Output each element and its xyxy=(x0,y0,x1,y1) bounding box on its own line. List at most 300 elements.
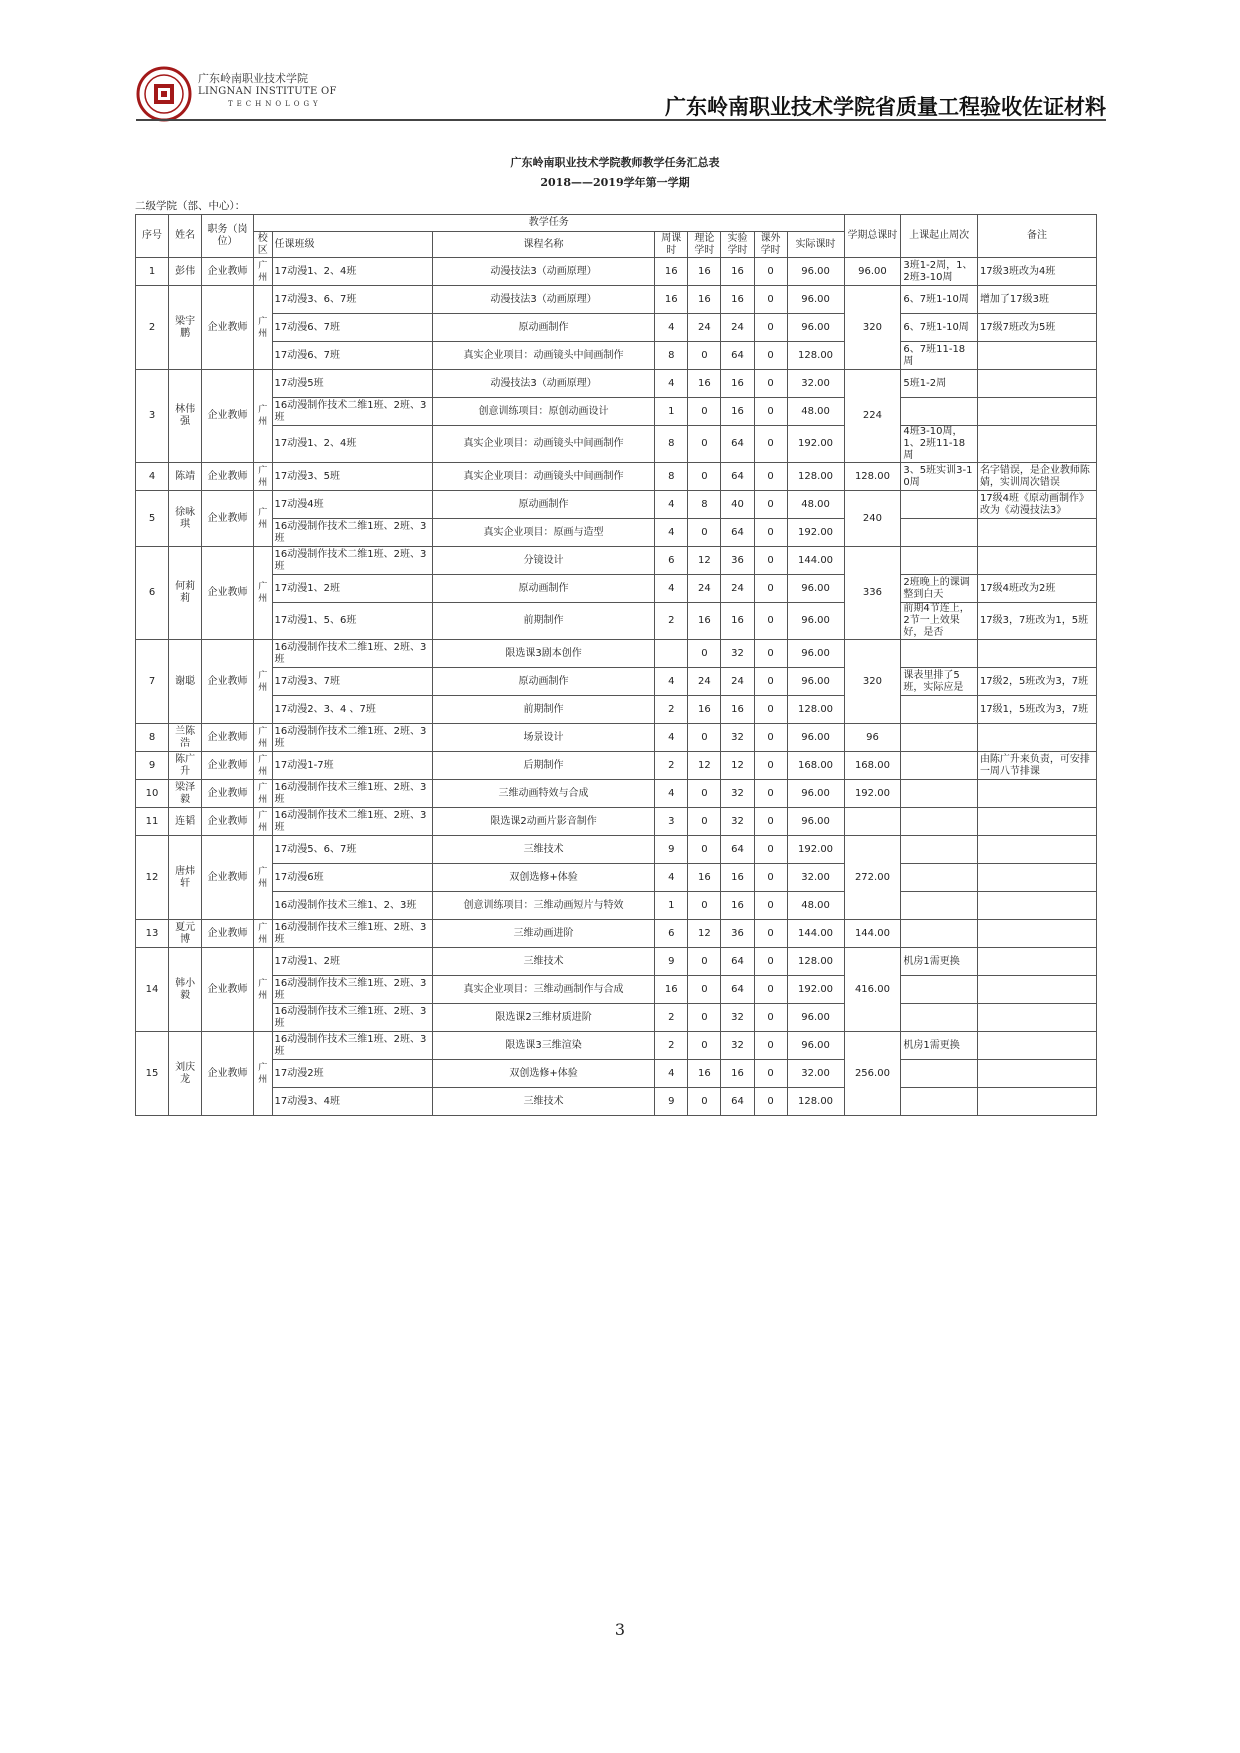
cell-note xyxy=(977,920,1096,948)
cell-lab-hours: 32 xyxy=(721,1004,754,1032)
cell-theory-hours: 0 xyxy=(688,808,721,836)
cell-actual-hours: 144.00 xyxy=(787,920,844,948)
cell-note xyxy=(977,342,1096,370)
cell-total: 96 xyxy=(844,724,901,752)
cell-actual-hours: 32.00 xyxy=(787,864,844,892)
cell-extra-hours: 0 xyxy=(754,342,787,370)
cell-weeks xyxy=(901,836,978,864)
cell-week-hours: 6 xyxy=(655,547,688,575)
cell-extra-hours: 0 xyxy=(754,603,787,640)
cell-week-hours: 2 xyxy=(655,1032,688,1060)
cell-extra-hours: 0 xyxy=(754,370,787,398)
cell-weeks xyxy=(901,808,978,836)
table-row xyxy=(136,780,1097,808)
cell-note xyxy=(977,836,1096,864)
cell-theory-hours: 16 xyxy=(688,696,721,724)
cell-note: 17级3，7班改为1，5班 xyxy=(977,603,1096,640)
cell-post: 企业教师 xyxy=(202,948,254,1032)
cell-course: 原动画制作 xyxy=(432,314,654,342)
cell-extra-hours: 0 xyxy=(754,836,787,864)
cell-total: 224 xyxy=(844,370,901,463)
cell-week-hours: 8 xyxy=(655,342,688,370)
cell-no: 4 xyxy=(136,463,169,491)
cell-weeks xyxy=(901,864,978,892)
cell-weeks xyxy=(901,640,978,668)
cell-lab-hours: 16 xyxy=(721,1060,754,1088)
cell-week-hours: 2 xyxy=(655,696,688,724)
cell-weeks: 机房1需更换 xyxy=(901,948,978,976)
cell-theory-hours: 0 xyxy=(688,1004,721,1032)
table-row xyxy=(136,342,1097,370)
cell-course: 限选课3剧本创作 xyxy=(432,640,654,668)
cell-note: 由陈广升来负责，可安排一周八节排课 xyxy=(977,752,1096,780)
cell-week-hours: 4 xyxy=(655,1060,688,1088)
cell-weeks: 4班3-10周，1、2班11-18周 xyxy=(901,426,978,463)
cell-actual-hours: 168.00 xyxy=(787,752,844,780)
cell-course: 创意训练项目：三维动画短片与特效 xyxy=(432,892,654,920)
cell-week-hours: 4 xyxy=(655,864,688,892)
table-row xyxy=(136,519,1097,547)
cell-weeks xyxy=(901,398,978,426)
cell-campus: 广州 xyxy=(253,491,272,547)
cell-theory-hours: 24 xyxy=(688,314,721,342)
cell-weeks: 5班1-2周 xyxy=(901,370,978,398)
cell-actual-hours: 96.00 xyxy=(787,640,844,668)
cell-theory-hours: 0 xyxy=(688,724,721,752)
cell-week-hours: 9 xyxy=(655,836,688,864)
cell-course: 三维技术 xyxy=(432,836,654,864)
cell-note: 17级3班改为4班 xyxy=(977,258,1096,286)
cell-weeks xyxy=(901,920,978,948)
cell-campus: 广州 xyxy=(253,258,272,286)
cell-weeks: 2班晚上的课调整到白天 xyxy=(901,575,978,603)
cell-week-hours: 4 xyxy=(655,314,688,342)
cell-week-hours: 16 xyxy=(655,976,688,1004)
cell-campus: 广州 xyxy=(253,836,272,920)
cell-weeks xyxy=(901,724,978,752)
cell-actual-hours: 96.00 xyxy=(787,314,844,342)
cell-campus: 广州 xyxy=(253,547,272,640)
cell-note: 17级4班改为2班 xyxy=(977,575,1096,603)
cell-actual-hours: 32.00 xyxy=(787,370,844,398)
cell-no: 10 xyxy=(136,780,169,808)
cell-note xyxy=(977,426,1096,463)
cell-name: 梁泽毅 xyxy=(169,780,202,808)
cell-course: 三维技术 xyxy=(432,948,654,976)
cell-week-hours: 2 xyxy=(655,1004,688,1032)
table-row xyxy=(136,920,1097,948)
cell-theory-hours: 16 xyxy=(688,258,721,286)
cell-post: 企业教师 xyxy=(202,1032,254,1116)
cell-theory-hours: 0 xyxy=(688,948,721,976)
cell-theory-hours: 0 xyxy=(688,463,721,491)
cell-week-hours: 4 xyxy=(655,780,688,808)
cell-class: 17动漫1、2、4班 xyxy=(272,258,432,286)
cell-post: 企业教师 xyxy=(202,491,254,547)
cell-note xyxy=(977,780,1096,808)
cell-name: 兰陈浩 xyxy=(169,724,202,752)
cell-lab-hours: 24 xyxy=(721,668,754,696)
dept-label: 二级学院（部、中心）： xyxy=(135,200,246,212)
cell-campus: 广州 xyxy=(253,640,272,724)
cell-no: 8 xyxy=(136,724,169,752)
document-body xyxy=(135,150,1095,1116)
cell-course: 真实企业项目：动画镜头中间画制作 xyxy=(432,342,654,370)
cell-actual-hours: 96.00 xyxy=(787,603,844,640)
cell-week-hours: 4 xyxy=(655,575,688,603)
cell-course: 动漫技法3（动画原理） xyxy=(432,286,654,314)
cell-lab-hours: 64 xyxy=(721,519,754,547)
cell-extra-hours: 0 xyxy=(754,808,787,836)
table-row xyxy=(136,1088,1097,1116)
cell-no: 1 xyxy=(136,258,169,286)
cell-theory-hours: 0 xyxy=(688,780,721,808)
cell-lab-hours: 64 xyxy=(721,426,754,463)
cell-class: 17动漫1、2、4班 xyxy=(272,426,432,463)
cell-name: 徐咏琪 xyxy=(169,491,202,547)
cell-week-hours: 8 xyxy=(655,426,688,463)
cell-class: 16动漫制作技术二维1班、2班、3班 xyxy=(272,724,432,752)
cell-course: 三维动画特效与合成 xyxy=(432,780,654,808)
cell-note xyxy=(977,1088,1096,1116)
cell-campus: 广州 xyxy=(253,724,272,752)
school-name-en: LINGNAN INSTITUTE OF xyxy=(198,86,337,97)
table-row xyxy=(136,836,1097,864)
cell-class: 17动漫1、2班 xyxy=(272,948,432,976)
cell-lab-hours: 16 xyxy=(721,398,754,426)
cell-actual-hours: 128.00 xyxy=(787,1088,844,1116)
header-class: 任课班级 xyxy=(272,232,432,258)
cell-actual-hours: 144.00 xyxy=(787,547,844,575)
cell-actual-hours: 96.00 xyxy=(787,1004,844,1032)
doc-subtitle: 2018——2019学年第一学期 xyxy=(540,176,690,189)
cell-note xyxy=(977,976,1096,1004)
table-row xyxy=(136,696,1097,724)
cell-extra-hours: 0 xyxy=(754,1004,787,1032)
cell-theory-hours: 0 xyxy=(688,426,721,463)
cell-extra-hours: 0 xyxy=(754,696,787,724)
cell-lab-hours: 64 xyxy=(721,836,754,864)
table-row xyxy=(136,398,1097,426)
cell-lab-hours: 64 xyxy=(721,1088,754,1116)
cell-weeks: 机房1需更换 xyxy=(901,1032,978,1060)
page-header xyxy=(136,56,1106,122)
cell-extra-hours: 0 xyxy=(754,258,787,286)
header-extra-hours: 课外学时 xyxy=(754,232,787,258)
cell-extra-hours: 0 xyxy=(754,1032,787,1060)
cell-actual-hours: 96.00 xyxy=(787,1032,844,1060)
cell-class: 17动漫3、6、7班 xyxy=(272,286,432,314)
cell-total: 128.00 xyxy=(844,463,901,491)
cell-post: 企业教师 xyxy=(202,370,254,463)
cell-note xyxy=(977,519,1096,547)
cell-no: 12 xyxy=(136,836,169,920)
cell-name: 何莉莉 xyxy=(169,547,202,640)
cell-class: 17动漫6班 xyxy=(272,864,432,892)
cell-class: 17动漫4班 xyxy=(272,491,432,519)
school-name-en2: TECHNOLOGY xyxy=(228,100,322,108)
cell-extra-hours: 0 xyxy=(754,1088,787,1116)
cell-week-hours xyxy=(655,640,688,668)
cell-total: 320 xyxy=(844,640,901,724)
cell-post: 企业教师 xyxy=(202,752,254,780)
cell-theory-hours: 0 xyxy=(688,398,721,426)
cell-campus: 广州 xyxy=(253,1032,272,1116)
header-actual-hours: 实际课时 xyxy=(787,232,844,258)
logo-text xyxy=(198,72,337,111)
cell-note: 17级1，5班改为3，7班 xyxy=(977,696,1096,724)
cell-weeks xyxy=(901,1060,978,1088)
cell-theory-hours: 12 xyxy=(688,547,721,575)
cell-weeks xyxy=(901,752,978,780)
header-task: 教学任务 xyxy=(253,215,844,232)
cell-lab-hours: 12 xyxy=(721,752,754,780)
table-row xyxy=(136,575,1097,603)
header-week-hours: 周课时 xyxy=(655,232,688,258)
cell-note xyxy=(977,1004,1096,1032)
school-logo-icon xyxy=(136,66,192,122)
cell-lab-hours: 32 xyxy=(721,640,754,668)
cell-actual-hours: 128.00 xyxy=(787,696,844,724)
table-body xyxy=(136,258,1097,1116)
table-row xyxy=(136,976,1097,1004)
cell-total: 320 xyxy=(844,286,901,370)
cell-theory-hours: 16 xyxy=(688,864,721,892)
cell-actual-hours: 96.00 xyxy=(787,286,844,314)
cell-week-hours: 4 xyxy=(655,519,688,547)
cell-extra-hours: 0 xyxy=(754,892,787,920)
cell-theory-hours: 12 xyxy=(688,752,721,780)
table-row xyxy=(136,370,1097,398)
cell-weeks xyxy=(901,780,978,808)
cell-course: 后期制作 xyxy=(432,752,654,780)
cell-class: 16动漫制作技术二维1班、2班、3班 xyxy=(272,519,432,547)
cell-lab-hours: 64 xyxy=(721,463,754,491)
cell-actual-hours: 128.00 xyxy=(787,948,844,976)
cell-post: 企业教师 xyxy=(202,463,254,491)
cell-class: 16动漫制作技术三维1班、2班、3班 xyxy=(272,976,432,1004)
cell-post: 企业教师 xyxy=(202,920,254,948)
cell-note xyxy=(977,864,1096,892)
cell-course: 动漫技法3（动画原理） xyxy=(432,370,654,398)
cell-theory-hours: 24 xyxy=(688,575,721,603)
cell-note xyxy=(977,948,1096,976)
cell-total: 240 xyxy=(844,491,901,547)
cell-theory-hours: 12 xyxy=(688,920,721,948)
cell-note xyxy=(977,892,1096,920)
page-number: 3 xyxy=(614,1620,626,1639)
cell-name: 唐炜轩 xyxy=(169,836,202,920)
cell-no: 6 xyxy=(136,547,169,640)
cell-note: 增加了17级3班 xyxy=(977,286,1096,314)
cell-weeks: 课表里排了5班，实际应是 xyxy=(901,668,978,696)
cell-no: 3 xyxy=(136,370,169,463)
cell-no: 13 xyxy=(136,920,169,948)
table-row xyxy=(136,752,1097,780)
cell-theory-hours: 8 xyxy=(688,491,721,519)
cell-actual-hours: 96.00 xyxy=(787,258,844,286)
header-campus: 校区 xyxy=(253,232,272,258)
cell-extra-hours: 0 xyxy=(754,314,787,342)
table-row xyxy=(136,258,1097,286)
cell-lab-hours: 36 xyxy=(721,547,754,575)
cell-class: 17动漫2班 xyxy=(272,1060,432,1088)
cell-extra-hours: 0 xyxy=(754,398,787,426)
cell-campus: 广州 xyxy=(253,808,272,836)
header-lab-hours: 实验学时 xyxy=(721,232,754,258)
cell-lab-hours: 16 xyxy=(721,286,754,314)
cell-course: 分镜设计 xyxy=(432,547,654,575)
cell-actual-hours: 32.00 xyxy=(787,1060,844,1088)
cell-total: 416.00 xyxy=(844,948,901,1032)
cell-actual-hours: 48.00 xyxy=(787,398,844,426)
cell-no: 15 xyxy=(136,1032,169,1116)
cell-course: 创意训练项目：原创动画设计 xyxy=(432,398,654,426)
cell-class: 16动漫制作技术二维1班、2班、3班 xyxy=(272,808,432,836)
cell-name: 韩小毅 xyxy=(169,948,202,1032)
cell-note xyxy=(977,1032,1096,1060)
cell-week-hours: 2 xyxy=(655,603,688,640)
cell-theory-hours: 0 xyxy=(688,836,721,864)
cell-course: 真实企业项目：原画与造型 xyxy=(432,519,654,547)
cell-total: 144.00 xyxy=(844,920,901,948)
cell-name: 林伟强 xyxy=(169,370,202,463)
cell-extra-hours: 0 xyxy=(754,948,787,976)
cell-name: 刘庆龙 xyxy=(169,1032,202,1116)
cell-no: 7 xyxy=(136,640,169,724)
table-row xyxy=(136,603,1097,640)
cell-name: 谢聪 xyxy=(169,640,202,724)
cell-week-hours: 1 xyxy=(655,892,688,920)
table-row xyxy=(136,892,1097,920)
cell-extra-hours: 0 xyxy=(754,463,787,491)
cell-no: 9 xyxy=(136,752,169,780)
cell-weeks: 6、7班1-10周 xyxy=(901,286,978,314)
cell-week-hours: 9 xyxy=(655,1088,688,1116)
cell-class: 16动漫制作技术三维1班、2班、3班 xyxy=(272,1004,432,1032)
cell-course: 真实企业项目：三维动画制作与合成 xyxy=(432,976,654,1004)
cell-campus: 广州 xyxy=(253,948,272,1032)
cell-theory-hours: 0 xyxy=(688,892,721,920)
cell-course: 原动画制作 xyxy=(432,575,654,603)
cell-week-hours: 2 xyxy=(655,752,688,780)
cell-no: 14 xyxy=(136,948,169,1032)
cell-weeks xyxy=(901,491,978,519)
cell-note xyxy=(977,547,1096,575)
cell-extra-hours: 0 xyxy=(754,491,787,519)
cell-campus: 广州 xyxy=(253,920,272,948)
cell-extra-hours: 0 xyxy=(754,976,787,1004)
header-post: 职务（岗位） xyxy=(202,215,254,258)
cell-note xyxy=(977,640,1096,668)
cell-no: 2 xyxy=(136,286,169,370)
cell-post: 企业教师 xyxy=(202,724,254,752)
cell-actual-hours: 96.00 xyxy=(787,575,844,603)
header-course: 课程名称 xyxy=(432,232,654,258)
cell-course: 限选课2动画片影音制作 xyxy=(432,808,654,836)
cell-course: 双创选修+体验 xyxy=(432,864,654,892)
cell-weeks xyxy=(901,976,978,1004)
cell-weeks: 前期4节连上，2节一上效果好，是否 xyxy=(901,603,978,640)
cell-lab-hours: 24 xyxy=(721,314,754,342)
cell-total: 336 xyxy=(844,547,901,640)
cell-note xyxy=(977,808,1096,836)
cell-class: 17动漫6、7班 xyxy=(272,342,432,370)
cell-weeks xyxy=(901,1004,978,1032)
cell-extra-hours: 0 xyxy=(754,920,787,948)
cell-weeks: 3、5班实训3-10周 xyxy=(901,463,978,491)
cell-actual-hours: 96.00 xyxy=(787,668,844,696)
cell-post: 企业教师 xyxy=(202,547,254,640)
cell-class: 16动漫制作技术三维1班、2班、3班 xyxy=(272,920,432,948)
cell-course: 三维技术 xyxy=(432,1088,654,1116)
table-row xyxy=(136,547,1097,575)
cell-class: 16动漫制作技术二维1班、2班、3班 xyxy=(272,547,432,575)
cell-week-hours: 1 xyxy=(655,398,688,426)
cell-week-hours: 4 xyxy=(655,491,688,519)
cell-theory-hours: 16 xyxy=(688,1060,721,1088)
cell-actual-hours: 128.00 xyxy=(787,463,844,491)
cell-course: 双创选修+体验 xyxy=(432,1060,654,1088)
cell-note: 17级4班《原动画制作》改为《动漫技法3》 xyxy=(977,491,1096,519)
school-name-cn: 广东岭南职业技术学院 xyxy=(198,72,308,85)
table-row xyxy=(136,286,1097,314)
table-row xyxy=(136,491,1097,519)
cell-class: 17动漫5班 xyxy=(272,370,432,398)
cell-course: 前期制作 xyxy=(432,696,654,724)
cell-lab-hours: 64 xyxy=(721,342,754,370)
table-row xyxy=(136,314,1097,342)
table-row xyxy=(136,426,1097,463)
cell-weeks xyxy=(901,1088,978,1116)
table-row xyxy=(136,668,1097,696)
cell-lab-hours: 40 xyxy=(721,491,754,519)
table-row xyxy=(136,463,1097,491)
cell-actual-hours: 96.00 xyxy=(787,808,844,836)
cell-course: 三维动画进阶 xyxy=(432,920,654,948)
cell-extra-hours: 0 xyxy=(754,1060,787,1088)
cell-campus: 广州 xyxy=(253,286,272,370)
cell-course: 真实企业项目：动画镜头中间画制作 xyxy=(432,463,654,491)
cell-actual-hours: 96.00 xyxy=(787,724,844,752)
cell-course: 真实企业项目：动画镜头中间画制作 xyxy=(432,426,654,463)
cell-actual-hours: 48.00 xyxy=(787,892,844,920)
cell-class: 17动漫3、5班 xyxy=(272,463,432,491)
cell-class: 17动漫1、2班 xyxy=(272,575,432,603)
cell-total: 96.00 xyxy=(844,258,901,286)
cell-name: 彭伟 xyxy=(169,258,202,286)
cell-weeks: 6、7班1-10周 xyxy=(901,314,978,342)
cell-class: 17动漫6、7班 xyxy=(272,314,432,342)
cell-actual-hours: 192.00 xyxy=(787,976,844,1004)
cell-class: 17动漫1、5、6班 xyxy=(272,603,432,640)
table-row xyxy=(136,1032,1097,1060)
cell-post: 企业教师 xyxy=(202,808,254,836)
cell-no: 5 xyxy=(136,491,169,547)
cell-course: 原动画制作 xyxy=(432,668,654,696)
cell-note xyxy=(977,724,1096,752)
cell-week-hours: 16 xyxy=(655,258,688,286)
cell-weeks: 3班1-2周，1、2班3-10周 xyxy=(901,258,978,286)
cell-actual-hours: 96.00 xyxy=(787,780,844,808)
cell-course: 原动画制作 xyxy=(432,491,654,519)
cell-theory-hours: 16 xyxy=(688,370,721,398)
cell-lab-hours: 16 xyxy=(721,892,754,920)
cell-extra-hours: 0 xyxy=(754,864,787,892)
cell-week-hours: 9 xyxy=(655,948,688,976)
cell-actual-hours: 48.00 xyxy=(787,491,844,519)
cell-week-hours: 3 xyxy=(655,808,688,836)
